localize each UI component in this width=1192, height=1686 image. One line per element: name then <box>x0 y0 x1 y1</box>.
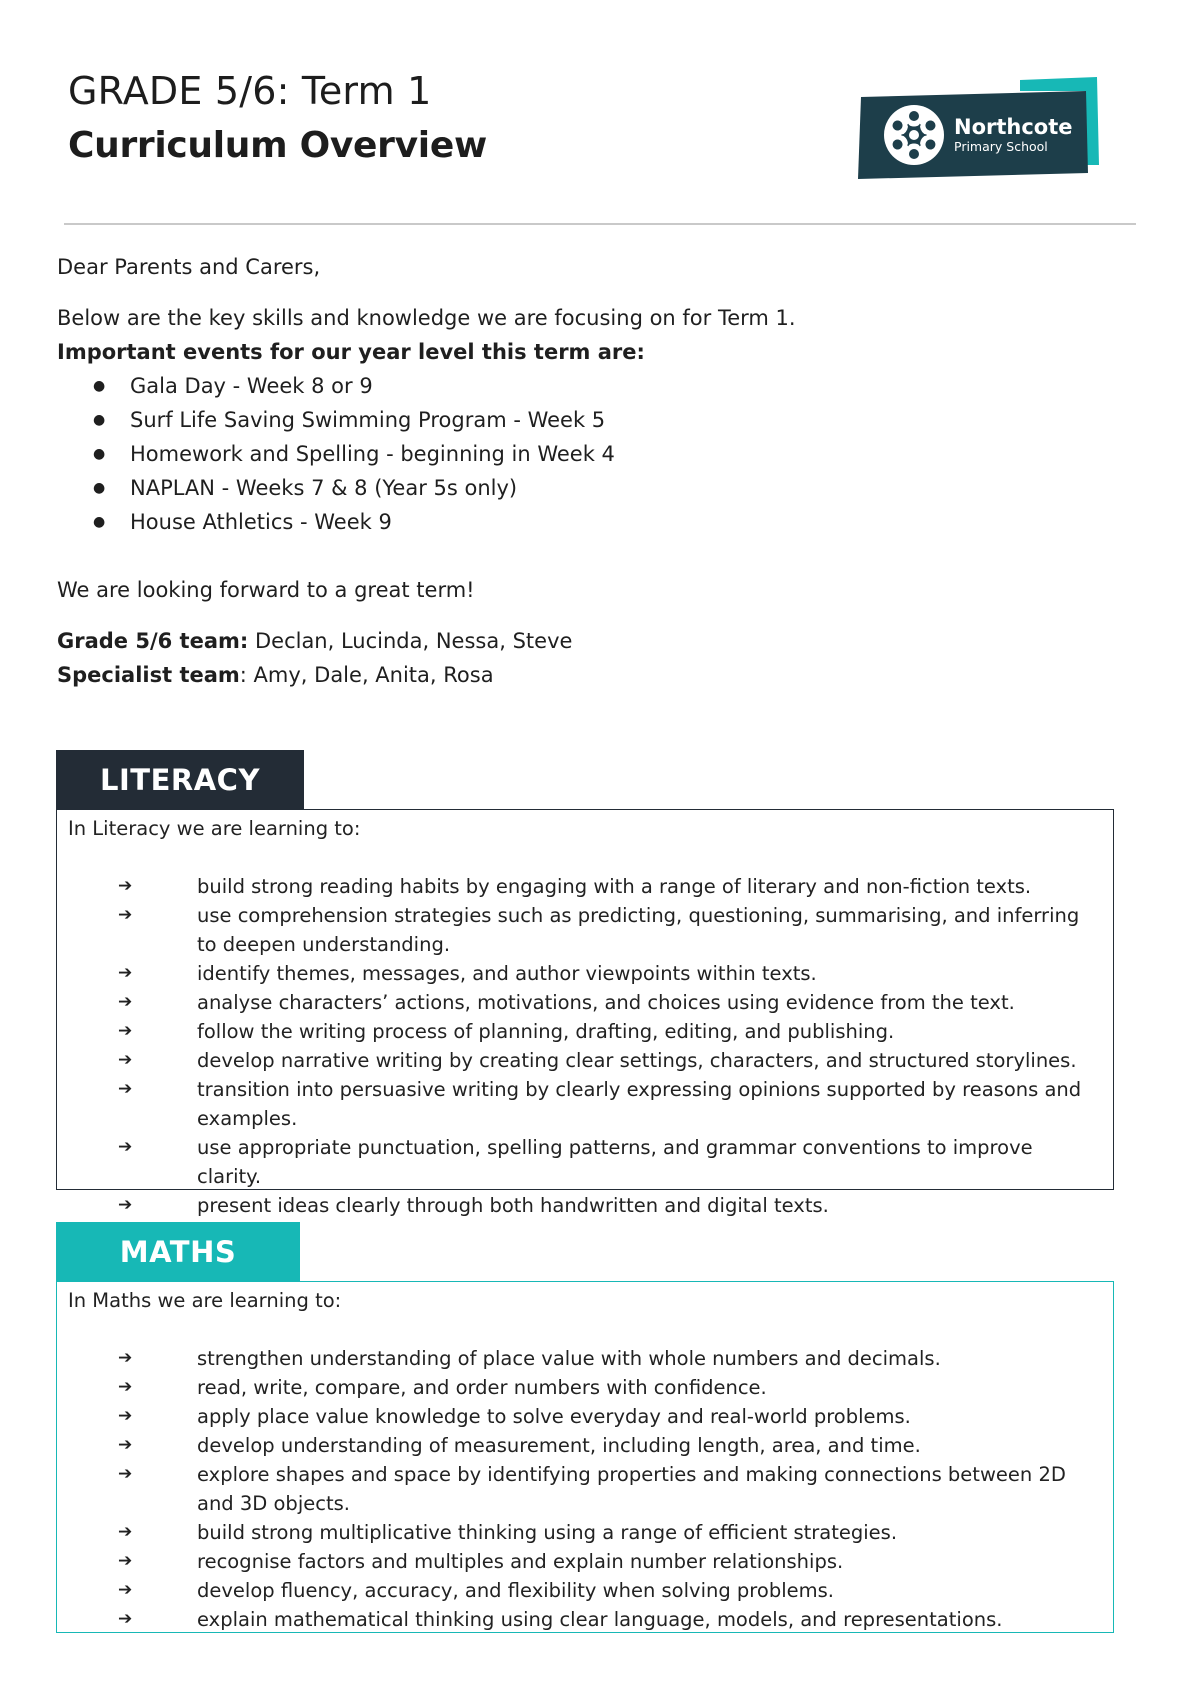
list-item: ● House Athletics - Week 9 <box>57 505 1117 539</box>
specialist-line <box>57 658 1117 692</box>
title-grade-term: GRADE 5/6: Term 1 <box>68 69 432 113</box>
maths-skills-list <box>68 1344 1101 1634</box>
list-item: ➔ transition into persuasive writing by clearly expressing opinions supported by reasons and examples. <box>68 1075 1101 1133</box>
list-item: ➔ develop understanding of measurement, including length, area, and time. <box>68 1431 1101 1460</box>
list-item: ➔ strengthen understanding of place value with whole numbers and decimals. <box>68 1344 1101 1373</box>
literacy-heading: LITERACY <box>56 750 304 810</box>
page-title <box>68 69 487 166</box>
arrow-right-icon: ➔ <box>118 992 133 1012</box>
specialist-label: Specialist team <box>57 663 240 687</box>
people-circle-icon <box>884 105 944 165</box>
list-item: ● Homework and Spelling - beginning in Week 4 <box>57 437 1117 471</box>
intro-line: Below are the key skills and knowledge we are focusing on for Term 1. <box>57 306 796 330</box>
list-item: ➔ develop fluency, accuracy, and flexibility when solving problems. <box>68 1576 1101 1605</box>
maths-section <box>56 1281 1114 1633</box>
list-item: ➔ apply place value knowledge to solve everyday and real-world problems. <box>68 1402 1101 1431</box>
intro-letter <box>57 250 1117 692</box>
arrow-right-icon: ➔ <box>118 1464 133 1484</box>
title-curriculum-overview: Curriculum Overview <box>68 125 487 166</box>
logo-school-subtitle: Primary School <box>954 139 1048 154</box>
arrow-right-icon: ➔ <box>118 1348 133 1368</box>
arrow-right-icon: ➔ <box>118 1406 133 1426</box>
maths-heading: MATHS <box>56 1222 300 1282</box>
list-item: ● Surf Life Saving Swimming Program - Week 5 <box>57 403 1117 437</box>
list-item: ● NAPLAN - Weeks 7 & 8 (Year 5s only) <box>57 471 1117 505</box>
arrow-right-icon: ➔ <box>118 1522 133 1542</box>
arrow-right-icon: ➔ <box>118 963 133 983</box>
list-item: ➔ recognise factors and multiples and explain number relationships. <box>68 1547 1101 1576</box>
arrow-right-icon: ➔ <box>118 1580 133 1600</box>
events-heading: Important events for our year level this term are: <box>57 340 645 364</box>
team-names: Declan, Lucinda, Nessa, Steve <box>248 629 573 653</box>
arrow-right-icon: ➔ <box>118 1435 133 1455</box>
arrow-right-icon: ➔ <box>118 1377 133 1397</box>
arrow-right-icon: ➔ <box>118 876 133 896</box>
arrow-right-icon: ➔ <box>118 1079 133 1099</box>
header-divider <box>64 223 1136 225</box>
school-logo <box>858 77 1100 181</box>
literacy-lead: In Literacy we are learning to: <box>68 817 361 840</box>
list-item: ➔ identify themes, messages, and author viewpoints within texts. <box>68 959 1101 988</box>
list-item: ➔ present ideas clearly through both handwritten and digital texts. <box>68 1191 1101 1220</box>
list-item: ➔ develop narrative writing by creating clear settings, characters, and structured storylines. <box>68 1046 1101 1075</box>
list-item: ➔ build strong multiplicative thinking using a range of efficient strategies. <box>68 1518 1101 1547</box>
team-line <box>57 624 1117 658</box>
arrow-right-icon: ➔ <box>118 1551 133 1571</box>
list-item: ➔ use comprehension strategies such as predicting, questioning, summarising, and inferring to deepen understanding. <box>68 901 1101 959</box>
logo-school-name: Northcote <box>954 115 1073 139</box>
list-item: ● Gala Day - Week 8 or 9 <box>57 369 1117 403</box>
arrow-right-icon: ➔ <box>118 1137 133 1157</box>
greeting: Dear Parents and Carers, <box>57 255 321 279</box>
list-item: ➔ build strong reading habits by engaging with a range of literary and non-fiction texts. <box>68 872 1101 901</box>
list-item: ➔ explain mathematical thinking using clear language, models, and representations. <box>68 1605 1101 1634</box>
events-list <box>57 369 1117 539</box>
arrow-right-icon: ➔ <box>118 1021 133 1041</box>
arrow-right-icon: ➔ <box>118 1195 133 1215</box>
list-item: ➔ use appropriate punctuation, spelling patterns, and grammar conventions to improve clarity. <box>68 1133 1101 1191</box>
list-item: ➔ follow the writing process of planning, drafting, editing, and publishing. <box>68 1017 1101 1046</box>
arrow-right-icon: ➔ <box>118 1609 133 1629</box>
arrow-right-icon: ➔ <box>118 905 133 925</box>
list-item: ➔ analyse characters’ actions, motivations, and choices using evidence from the text. <box>68 988 1101 1017</box>
maths-lead: In Maths we are learning to: <box>68 1289 342 1312</box>
specialist-names: : Amy, Dale, Anita, Rosa <box>239 663 494 687</box>
list-item: ➔ explore shapes and space by identifying properties and making connections between 2D and 3D objects. <box>68 1460 1101 1518</box>
arrow-right-icon: ➔ <box>118 1050 133 1070</box>
team-label: Grade 5/6 team: <box>57 629 249 653</box>
closing-line: We are looking forward to a great term! <box>57 578 475 602</box>
literacy-section <box>56 809 1114 1217</box>
literacy-skills-list <box>68 872 1101 1220</box>
list-item: ➔ read, write, compare, and order numbers with confidence. <box>68 1373 1101 1402</box>
